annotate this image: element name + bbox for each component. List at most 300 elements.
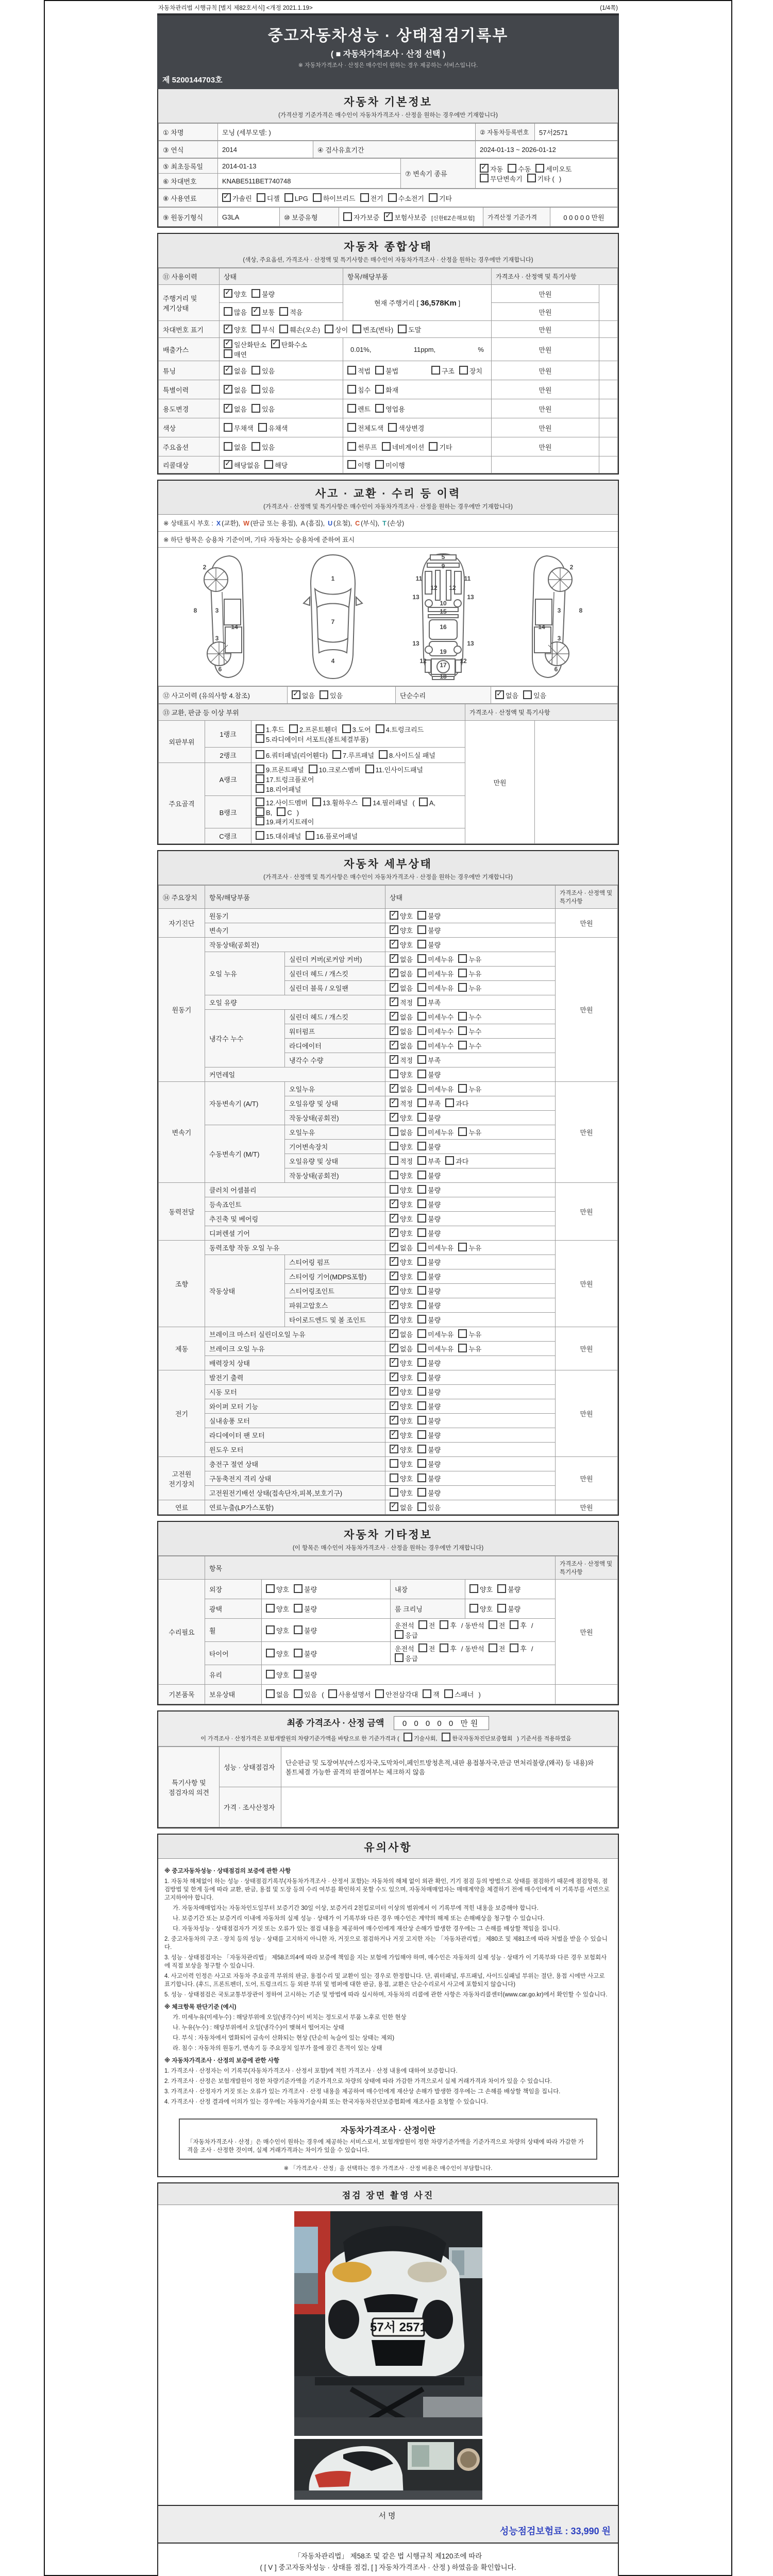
status-code-desc: (흠집),	[306, 520, 325, 527]
option	[390, 954, 413, 964]
option	[342, 724, 371, 734]
detail-state-options	[390, 1114, 445, 1122]
detail-item-label: 윈도우 모터	[205, 1443, 385, 1457]
inline-text: [신한EZ손해보험]	[431, 215, 475, 222]
checkbox[interactable]	[417, 1142, 426, 1150]
checkbox[interactable]	[390, 1070, 398, 1078]
checkbox[interactable]	[294, 1670, 303, 1679]
checkbox[interactable]	[417, 1113, 426, 1122]
checkbox[interactable]	[294, 1689, 303, 1698]
option	[390, 1113, 413, 1123]
checkbox[interactable]	[264, 460, 273, 469]
checkbox[interactable]	[417, 1488, 426, 1497]
checkbox[interactable]	[390, 1098, 398, 1107]
checkbox[interactable]	[375, 404, 384, 413]
checkbox[interactable]	[480, 174, 489, 182]
checkbox[interactable]	[495, 690, 504, 699]
checkbox[interactable]	[395, 1630, 404, 1639]
inline-text: (	[412, 799, 415, 807]
checkbox[interactable]	[352, 325, 361, 333]
checkbox[interactable]	[390, 1372, 398, 1381]
checkbox[interactable]	[390, 1026, 398, 1035]
checkbox[interactable]	[256, 765, 264, 773]
checkbox[interactable]	[306, 831, 314, 840]
checkbox[interactable]	[379, 750, 388, 759]
recall-label: 리콜대상	[163, 461, 189, 469]
checkbox[interactable]	[390, 1344, 398, 1352]
checkbox[interactable]	[523, 690, 532, 699]
checkbox[interactable]	[390, 1430, 398, 1439]
checkbox[interactable]	[419, 798, 428, 806]
checkbox[interactable]	[390, 1488, 398, 1497]
checkbox[interactable]	[375, 366, 384, 375]
checkbox[interactable]	[224, 385, 232, 394]
checkbox[interactable]	[417, 1473, 426, 1482]
checkbox[interactable]	[417, 1401, 426, 1410]
form-reference: 자동차관리법 시행규칙 [별지 제82호서식] <개정 2021.1.19>	[158, 5, 313, 11]
option	[417, 1185, 441, 1195]
option	[279, 325, 320, 334]
checkbox[interactable]	[417, 969, 426, 977]
checkbox[interactable]	[458, 1329, 467, 1338]
option	[390, 1300, 413, 1310]
checkbox[interactable]	[417, 1372, 426, 1381]
checkbox[interactable]	[347, 366, 356, 375]
checkbox[interactable]	[251, 325, 260, 333]
detail-row	[159, 1241, 618, 1255]
detail-row	[159, 909, 618, 923]
checkbox[interactable]	[459, 366, 468, 375]
checkbox-label: 15.대쉬패널	[266, 833, 301, 840]
checkbox[interactable]	[395, 1653, 404, 1662]
checkbox[interactable]	[390, 997, 398, 1006]
checkbox[interactable]	[266, 1689, 275, 1698]
checkbox[interactable]	[294, 1649, 303, 1657]
checkbox[interactable]	[417, 1315, 426, 1324]
checkbox[interactable]	[417, 1228, 426, 1237]
checkbox[interactable]	[266, 1670, 275, 1679]
checkbox[interactable]	[458, 1243, 467, 1251]
checkbox[interactable]	[390, 1214, 398, 1223]
checkbox[interactable]	[343, 212, 352, 221]
option	[224, 460, 260, 470]
checkbox[interactable]	[256, 817, 264, 825]
checkbox[interactable]	[277, 807, 285, 816]
checkbox[interactable]	[294, 1625, 303, 1634]
checkbox[interactable]	[313, 193, 322, 202]
checkbox[interactable]	[444, 1689, 453, 1698]
checkbox[interactable]	[417, 1416, 426, 1425]
checkbox[interactable]	[417, 983, 426, 992]
checkbox-label: 불량	[428, 1446, 441, 1454]
checkbox[interactable]	[417, 1055, 426, 1064]
checkbox[interactable]	[418, 1620, 427, 1629]
checkbox[interactable]	[417, 940, 426, 948]
diagram-part-number: 2	[569, 564, 574, 571]
checkbox[interactable]	[279, 307, 288, 316]
checkbox[interactable]	[417, 1445, 426, 1453]
detail-state-options	[390, 941, 445, 949]
diagram-part-number: 14	[231, 623, 238, 631]
checkbox[interactable]	[256, 807, 264, 816]
checkbox[interactable]	[390, 1401, 398, 1410]
checkbox[interactable]	[375, 385, 384, 394]
diagram-part-number: 18	[440, 673, 447, 680]
price-unit: 만원	[539, 308, 552, 316]
checkbox[interactable]	[390, 1156, 398, 1165]
mileage-value: 36,578Km	[420, 299, 457, 308]
checkbox-label: 불량	[428, 1287, 441, 1295]
checkbox-label: 불량	[428, 1215, 441, 1223]
checkbox[interactable]	[347, 460, 356, 469]
checkbox[interactable]	[258, 423, 267, 432]
checkbox[interactable]	[417, 1502, 426, 1511]
checkbox[interactable]	[388, 193, 397, 202]
checkbox[interactable]	[312, 798, 321, 806]
detail-item-label: 작동상태(공회전)	[285, 1111, 385, 1125]
checkbox[interactable]	[417, 925, 426, 934]
checkbox[interactable]	[390, 1228, 398, 1237]
checkbox[interactable]	[390, 1199, 398, 1208]
checkbox[interactable]	[224, 349, 232, 358]
checkbox[interactable]	[390, 983, 398, 992]
checkbox[interactable]	[390, 940, 398, 948]
polish-label: 광택	[209, 1605, 223, 1613]
checkbox[interactable]	[256, 784, 264, 793]
checkbox[interactable]	[390, 1257, 398, 1266]
checkbox[interactable]	[417, 1243, 426, 1251]
col-item: 항목/해당부품	[209, 893, 250, 902]
detail-state-options	[390, 1331, 486, 1338]
checkbox[interactable]	[256, 798, 264, 806]
option	[458, 1041, 481, 1050]
detail-state-options	[390, 1388, 445, 1396]
checkbox[interactable]	[417, 1430, 426, 1439]
checkbox-label: 많음	[234, 308, 247, 316]
checkbox[interactable]	[292, 690, 300, 699]
checkbox[interactable]	[266, 1604, 275, 1613]
checkbox[interactable]	[360, 193, 369, 202]
checkbox[interactable]	[375, 1689, 384, 1698]
price-unit: 만원	[539, 424, 552, 432]
price-unit: 만원	[556, 1241, 618, 1327]
checkbox[interactable]	[390, 1127, 398, 1136]
option	[251, 366, 275, 376]
checkbox[interactable]	[445, 1098, 454, 1107]
checkbox[interactable]	[266, 1625, 275, 1634]
checkbox[interactable]	[497, 1584, 506, 1593]
checkbox[interactable]	[390, 1055, 398, 1064]
checkbox[interactable]	[289, 724, 298, 733]
checkbox[interactable]	[445, 1156, 454, 1165]
checkbox[interactable]	[390, 1113, 398, 1122]
detail-row	[159, 1010, 618, 1024]
warranty-options	[343, 214, 479, 222]
legend-prefix: ※ 상태표시 부호 :	[163, 520, 213, 527]
checkbox[interactable]	[390, 1459, 398, 1468]
option	[417, 1344, 453, 1353]
checkbox[interactable]	[256, 734, 264, 743]
checkbox[interactable]	[510, 1620, 518, 1629]
emission-smoke: %	[478, 345, 484, 353]
checkbox[interactable]	[417, 1127, 426, 1136]
checkbox[interactable]	[404, 1733, 412, 1741]
option	[352, 325, 393, 334]
checkbox[interactable]	[390, 1416, 398, 1425]
checkbox[interactable]	[347, 385, 356, 394]
checkbox[interactable]	[458, 1344, 467, 1352]
checkbox[interactable]	[284, 193, 293, 202]
checkbox[interactable]	[417, 1026, 426, 1035]
checkbox[interactable]	[417, 1272, 426, 1280]
option	[417, 1272, 441, 1281]
panel-title: ⑬ 교환, 판금 등 이상 부위	[163, 709, 239, 717]
tuning-legal-options	[347, 366, 403, 376]
checkbox[interactable]	[417, 1084, 426, 1093]
checkbox[interactable]	[469, 1584, 478, 1593]
checkbox-label: 없음	[400, 1345, 413, 1353]
checkbox[interactable]	[417, 1300, 426, 1309]
checkbox[interactable]	[320, 690, 328, 699]
checkbox[interactable]	[417, 1012, 426, 1021]
wheel-options	[266, 1627, 322, 1635]
checkbox[interactable]	[347, 404, 356, 413]
checkbox[interactable]	[390, 1473, 398, 1482]
checkbox[interactable]	[251, 385, 260, 394]
device-group-label: 연료	[159, 1500, 205, 1515]
checkbox[interactable]	[535, 164, 544, 173]
checkbox[interactable]	[417, 1070, 426, 1078]
checkbox[interactable]	[390, 1445, 398, 1453]
checkbox[interactable]	[257, 193, 265, 202]
diagram-part-number: 11	[415, 575, 423, 582]
checkbox[interactable]	[294, 1584, 303, 1593]
checkbox[interactable]	[332, 750, 341, 759]
checkbox-label: 없음	[400, 1331, 413, 1338]
checkbox[interactable]	[390, 1012, 398, 1021]
checkbox[interactable]	[325, 325, 333, 333]
checkbox[interactable]	[417, 1199, 426, 1208]
checkbox[interactable]	[417, 1257, 426, 1266]
checkbox[interactable]	[251, 366, 260, 375]
checkbox[interactable]	[489, 1643, 497, 1652]
checkbox[interactable]	[390, 1041, 398, 1049]
checkbox[interactable]	[489, 1620, 497, 1629]
checkbox[interactable]	[497, 1604, 506, 1613]
checkbox[interactable]	[398, 325, 407, 333]
checkbox[interactable]	[458, 1026, 467, 1035]
checkbox[interactable]	[417, 954, 426, 963]
option	[445, 1098, 468, 1108]
diagram-part-number: 13	[467, 594, 474, 601]
checkbox-label: 불량	[428, 1461, 441, 1468]
status-code: X	[216, 520, 221, 527]
checkbox[interactable]	[480, 164, 489, 173]
price-unit: 만원	[539, 443, 552, 451]
checkbox[interactable]	[347, 423, 356, 432]
mileage-state-options	[224, 291, 279, 298]
detail-state-options	[390, 970, 486, 978]
checkbox[interactable]	[417, 1286, 426, 1295]
detail-state-table	[158, 885, 618, 1515]
form-reference-row	[157, 1, 619, 13]
diagram-part-number: 17	[440, 662, 447, 669]
checkbox[interactable]	[440, 1643, 448, 1652]
checkbox[interactable]	[417, 1459, 426, 1468]
checkbox-label: 유채색	[268, 424, 288, 432]
detail-state-options	[390, 912, 445, 920]
option	[417, 983, 453, 993]
checkbox[interactable]	[390, 1358, 398, 1367]
checkbox[interactable]	[390, 969, 398, 977]
checkbox[interactable]	[309, 765, 317, 773]
checkbox-label: 양호	[400, 1475, 413, 1483]
checkbox[interactable]	[458, 1012, 467, 1021]
checkbox[interactable]	[510, 1643, 518, 1652]
checkbox[interactable]	[224, 366, 232, 375]
checkbox[interactable]	[440, 1620, 448, 1629]
option	[390, 983, 413, 993]
checkbox[interactable]	[429, 193, 438, 202]
checkbox[interactable]	[222, 193, 231, 202]
checkbox[interactable]	[390, 1243, 398, 1251]
checkbox[interactable]	[384, 212, 393, 221]
checkbox[interactable]	[390, 1286, 398, 1295]
checkbox[interactable]	[469, 1604, 478, 1613]
checkbox[interactable]	[390, 1300, 398, 1309]
checkbox[interactable]	[266, 1649, 275, 1657]
checkbox[interactable]	[417, 1329, 426, 1338]
checkbox[interactable]	[417, 1171, 426, 1179]
option	[266, 1649, 289, 1658]
checkbox[interactable]	[431, 366, 440, 375]
checkbox[interactable]	[527, 174, 536, 182]
checkbox[interactable]	[347, 442, 356, 451]
checkbox[interactable]	[442, 1733, 450, 1741]
checkbox[interactable]	[458, 1084, 467, 1093]
checkbox[interactable]	[256, 774, 264, 783]
checkbox[interactable]	[390, 1185, 398, 1194]
checkbox[interactable]	[458, 954, 467, 963]
status-code-desc: (손상)	[387, 520, 405, 527]
checkbox[interactable]	[271, 340, 280, 348]
rank-label: 2랭크	[220, 752, 237, 759]
checkbox[interactable]	[390, 1387, 398, 1396]
checkbox[interactable]	[458, 1127, 467, 1136]
option	[417, 1113, 441, 1123]
checkbox[interactable]	[423, 1689, 431, 1698]
checkbox[interactable]	[417, 1387, 426, 1396]
checkbox[interactable]	[417, 1156, 426, 1165]
checkbox[interactable]	[417, 1344, 426, 1352]
checkbox[interactable]	[251, 442, 260, 451]
checkbox[interactable]	[417, 1358, 426, 1367]
price-unit: 만원	[493, 778, 507, 787]
checkbox[interactable]	[362, 798, 371, 806]
basic-info-table-4	[158, 189, 618, 207]
diagram-part-number: 19	[440, 648, 447, 655]
checkbox[interactable]	[390, 1171, 398, 1179]
checkbox[interactable]	[256, 831, 264, 840]
checkbox[interactable]	[417, 1214, 426, 1223]
checkbox[interactable]	[417, 1185, 426, 1194]
checkbox[interactable]	[382, 442, 391, 451]
checkbox[interactable]	[458, 969, 467, 977]
checkbox[interactable]	[294, 1604, 303, 1613]
checkbox[interactable]	[251, 307, 260, 316]
checkbox[interactable]	[508, 164, 516, 173]
checkbox[interactable]	[390, 911, 398, 920]
checkbox[interactable]	[417, 997, 426, 1006]
checkbox[interactable]	[417, 1041, 426, 1049]
checkbox[interactable]	[224, 325, 232, 333]
checkbox[interactable]	[224, 423, 232, 432]
checkbox[interactable]	[417, 1098, 426, 1107]
checkbox[interactable]	[256, 750, 264, 759]
car-diagram-side-right	[515, 552, 592, 682]
option	[497, 1604, 520, 1614]
checkbox[interactable]	[388, 423, 397, 432]
checkbox[interactable]	[458, 1041, 467, 1049]
checkbox[interactable]	[224, 289, 232, 298]
special-history-label: 특별이력	[163, 386, 189, 394]
checkbox[interactable]	[251, 404, 260, 413]
option	[375, 385, 398, 395]
room-cleaning-options	[469, 1605, 525, 1613]
checkbox[interactable]	[224, 340, 232, 348]
checkbox-label: 9.프론트패널	[266, 766, 304, 774]
checkbox[interactable]	[375, 460, 384, 469]
page-number: (1/4쪽)	[600, 5, 618, 11]
checkbox[interactable]	[224, 404, 232, 413]
checkbox[interactable]	[224, 307, 232, 316]
year-label: ③ 연식	[163, 146, 184, 154]
checkbox[interactable]	[279, 325, 288, 333]
checkbox[interactable]	[390, 1084, 398, 1093]
checkbox[interactable]	[365, 765, 374, 773]
checkbox[interactable]	[266, 1584, 275, 1593]
detail-item-label: 실린더 헤드 / 개스킷	[285, 1010, 385, 1024]
checkbox[interactable]	[224, 442, 232, 451]
checkbox-label: 후	[520, 1645, 527, 1653]
checkbox-label: 누수	[468, 1028, 482, 1036]
detail-state-options	[390, 999, 445, 1007]
checkbox[interactable]	[390, 1329, 398, 1338]
checkbox[interactable]	[224, 460, 232, 469]
checkbox-label: 불량	[428, 1360, 441, 1367]
checkbox[interactable]	[390, 1502, 398, 1511]
color-label: 색상	[163, 424, 176, 432]
checkbox[interactable]	[390, 1315, 398, 1324]
checkbox[interactable]	[328, 1689, 337, 1698]
checkbox[interactable]	[417, 911, 426, 920]
checkbox[interactable]	[458, 983, 467, 992]
option	[294, 1604, 317, 1614]
checkbox[interactable]	[256, 724, 264, 733]
checkbox[interactable]	[376, 724, 384, 733]
checkbox-label: 양호	[400, 1187, 413, 1194]
checkbox[interactable]	[390, 1142, 398, 1150]
checkbox[interactable]	[390, 925, 398, 934]
notice-line: 나. 누유(누수) : 해당부위에서 오일(냉각수)이 맺혀서 떨어지는 상태	[173, 2025, 344, 2031]
checkbox[interactable]	[429, 442, 438, 451]
checkbox[interactable]	[418, 1643, 427, 1652]
inspector-label: 성능 · 상태점검자	[224, 1764, 275, 1771]
checkbox[interactable]	[251, 289, 260, 298]
checkbox[interactable]	[342, 724, 351, 733]
checkbox[interactable]	[390, 954, 398, 963]
checkbox[interactable]	[390, 1272, 398, 1280]
